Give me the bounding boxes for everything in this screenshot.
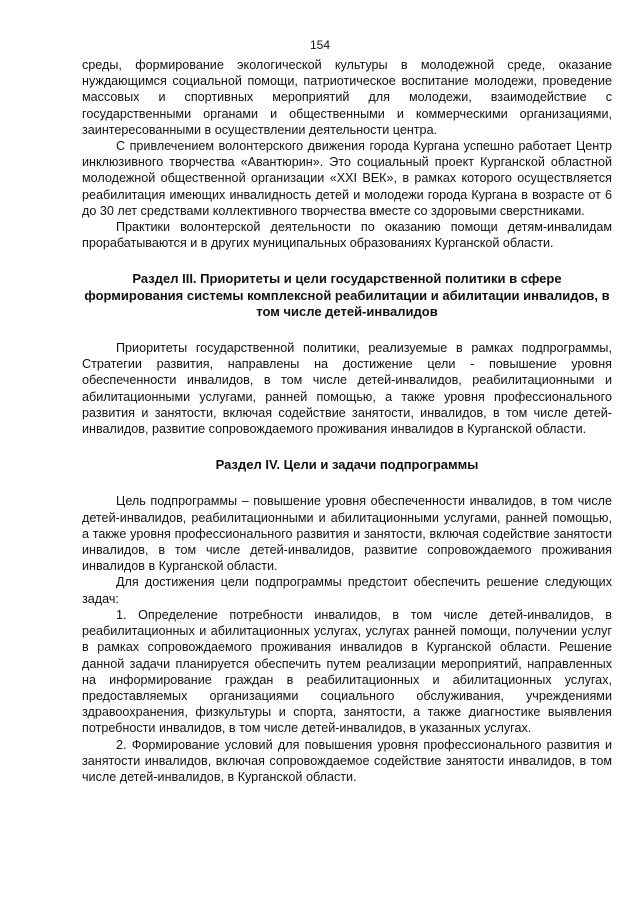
paragraph-volunteer-practices: Практики волонтерской деятельности по оказанию помощи детям-инвалидам прорабатываются и в других муниципальных образованиях Курганской области. [82,220,612,251]
page-content [82,57,612,785]
paragraph-aventurin-centre: С привлечением волонтерского движения города Кургана успешно работает Центр инклюзивного творчества «Авантюрин». Это социальный проект Курганской областной молодежной общественной организации «XXI ВЕК», в рамках которого осуществляется реабилитация имеющих инвалидность детей и молодежи города Кургана в возрасте от 6 до 30 лет средствами коллективного творчества вместе со здоровыми сверстниками. [82,139,612,218]
task-1: 1. Определение потребности инвалидов, в том числе детей-инвалидов, в реабилитационных и абилитационных услугах, услугах ранней помощи, получении услуг в рамках сопровождаемого проживания инвалидов в Курганской области. Решение данной задачи планируется обеспечить путем реализации мероприятий, направленных на информирование граждан в реабилитационных и абилитационных услугах, предоставляемых организациями социального обслуживания, учреждениями здравоохранения, физкультуры и спорта, занятости, а также диагностике выявления потребности инвалидов, в том числе детей-инвалидов, в указанных услугах. [82,607,612,736]
page-number: 154 [309,38,331,52]
section-4-goal: Цель подпрограммы – повышение уровня обеспеченности инвалидов, в том числе детей-инвалидов, реабилитационными и абилитационными услугами, ранней помощью, а также уровня профессионального развития и занятости, включая содействие занятости инвалидов, в том числе детей-инвалидов, развитие сопровождаемого проживания инвалидов в Курганской области. [82,494,612,574]
section-4-heading: Раздел IV. Цели и задачи подпрограммы [215,457,479,473]
section-3-text: Приоритеты государственной политики, реализуемые в рамках подпрограммы, Стратегии развития, направлены на достижение цели - повышение уровня обеспеченности инвалидов, в том числе детей-инвалидов, реабилитационными и абилитационными услугами, ранней помощью, а также уровня профессионального развития и занятости, включая содействие занятости, инвалидов, в том числе детей-инвалидов, развитие сопровождаемого проживания инвалидов в Курганской области. [82,341,612,437]
paragraph-centre-activities: среды, формирование экологической культуры в молодежной среде, оказание нуждающимся социальной помощи, патриотическое воспитание молодежи, проведение массовых и спортивных мероприятий для молодежи, взаимодействие с государственными органами и общественными и коммерческими организациями, заинтересованными в осуществлении деятельности центра. [82,58,612,137]
task-2: 2. Формирование условий для повышения уровня профессионального развития и занятости инвалидов, включая сопровождаемое содействие занятости инвалидов, в том числе детей-инвалидов, в Курганской области. [82,737,612,784]
section-4-intro: Для достижения цели подпрограммы предстоит обеспечить решение следующих задач: [82,575,612,606]
section-3-heading: Раздел III. Приоритеты и цели государственной политики в сфере формирования системы комплексной реабилитации и абилитации инвалидов, в том числе детей-инвалидов [84,271,610,319]
